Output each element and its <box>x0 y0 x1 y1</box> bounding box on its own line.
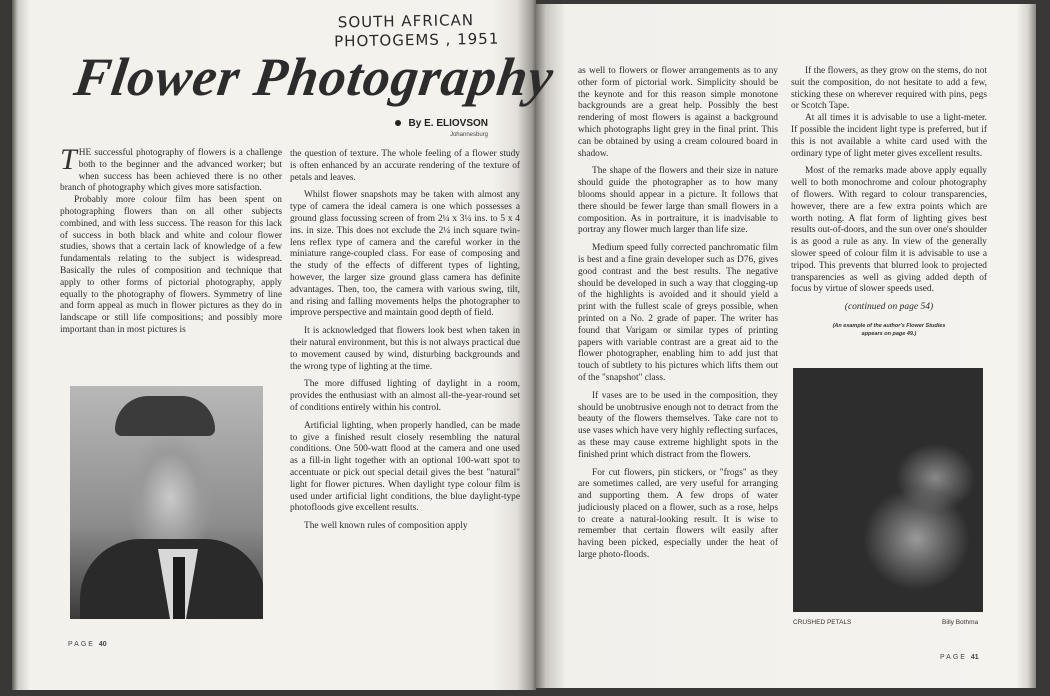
paragraph: The shape of the flowers and their size in nature should guide the photographer as to how many blooms should appear in a picture. It follows that there should be fewer large than small flowers in a composition. As in portraiture, it is inadvisable to portray any flower much larger than life size. <box>578 166 778 236</box>
continued-note: (continued on page 54) <box>844 302 934 313</box>
author-name: By E. ELIOVSON <box>408 118 488 129</box>
paragraph: Most of the remarks made above apply equally well to both monochrome and colour photography of flowers. With regard to colour transparencies, however, there are a few extra points which are worth noting. A flat form of lighting gives best results out-of-doors, and the sun over one's shoulder is as good a rule as any. In view of the generally slower speed of colour film it is advisable to use a tripod. This prevents that blurred look to projected transparencies as well as giving added depth of focus by virtue of slower speeds used. <box>791 166 987 295</box>
drop-cap: T <box>60 143 77 176</box>
paragraph: For cut flowers, pin stickers, or "frogs" as they are sometimes called, are very useful for arranging and supporting them. A few drops of water judiciously placed on a flower, such as a rose, helps to create a natural-looking result. It is wise to remember that certain flowers wilt easily after having been picked, especially under the heat of large photo-floods. <box>578 467 778 561</box>
paragraph: Probably more colour film has been spent on photographing flowers than on all other subjects combined, and with less success. The reason for this lack of success in both black and white and colour flower studies, shows that a certain lack of knowledge of a few fundamentals relating to the subject is widespread. Basically the rules of composition and technique that apply to other forms of pictorial photography, apply equally to the photography of flowers. Symmetry of line and form appeal as much in flower pictures as they do in landscape or still life compositions; and possibly more important than in most pictures is <box>60 195 282 335</box>
column-2 <box>290 149 520 533</box>
column-3 <box>578 66 778 562</box>
paragraph: If vases are to be used in the composition, they should be unobtrusive enough not to detract from the beauty of the flowers themselves. Take care not to use vases which have very highly reflecting surfaces, as these may cause extreme highlight spots in the finished print which distract from the flowers. <box>578 390 778 460</box>
author-location: Johannesburg <box>449 132 488 138</box>
photo-credit: Billy Bothma <box>942 619 979 626</box>
photo-caption: CRUSHED PETALS <box>793 619 852 626</box>
handwritten-line-1: SOUTH AFRICAN <box>337 11 475 32</box>
paragraph: Artificial lighting, when properly handled, can be made to give a finished result closely resembling the natural conditions. One 500-watt flood at the camera and one used as a fill-in light together with an optional 100-watt spot to accentuate or pick out special detail gives the best "natural" light for flower pictures. When daylight type colour film is used under artificial light conditions, the blue daylight-type photofloods give excellent results. <box>290 420 520 514</box>
paragraph: If the flowers, as they grow on the stems, do not suit the composition, do not hesitate to add a few, sticking these on wherever required with pins, pegs or Scotch Tape. <box>791 66 987 112</box>
paragraph: as well to flowers or flower arrangements as to any other form of pictorial work. Simplicity should be the keynote and for this reason simple monotone backgrounds are a great help. Possibly the best rendering of most flowers is against a background which photographs light grey in the final print. This can be obtained by using a cream coloured board in shadow. <box>578 66 778 159</box>
portrait-tie <box>173 557 185 619</box>
paragraph: Whilst flower snapshots may be taken with almost any type of camera the ideal camera is one which possesses a ground glass focussing screen of from 2¼ x 3¼ ins. to 5 x 4 ins. in size. This does not exclude the 2¼ inch square twin-lens reflex type of camera and the careful worker in the miniature range-coupled class. For ease of composing and the study of the effects of different types of lighting, however, the larger size ground glass camera has definite advantages. Then, too, the camera with various swing, tilt, and rising and falling movements helps the photographer to improve perspective and maintain good depth of field. <box>290 190 520 319</box>
author-note: (An example of the author's Flower Studies appears on page 49.) <box>832 322 946 337</box>
byline <box>300 118 488 129</box>
author-portrait-photo <box>70 386 263 619</box>
paragraph: Medium speed fully corrected panchromatic film is best and a fine grain developer such as D76, gives good contrast and the best results. The negative should be developed in such a way that clogging-up of the highlights is avoided and it should yield a print with the fullest scale of greys possible, when printed on a No. 2 grade of paper. The writer has found that Varigam or similar types of printing papers with variable contrast are a great aid to the flower photographer, enabling him to add just that touch of subtlety to his pictures which lifts them out of the "snapshot" class. <box>578 243 778 383</box>
paragraph: At all times it is advisable to use a light-meter. If possible the incident light type is preferred, but if this is not available a white card used with the ordinary type of light meter gives excellent results. <box>791 113 987 159</box>
page-number-right: PAGE 41 <box>940 654 979 661</box>
page-number-left: PAGE 40 <box>68 641 107 648</box>
paragraph: THE successful photography of flowers is a challenge both to the beginner and the advanced worker; but when success has been achieved there is no other branch of photography which gives more satisfaction. <box>60 143 282 194</box>
handwritten-line-2: PHOTOGEMS , 1951 <box>334 29 500 51</box>
crushed-petals-photo <box>793 368 983 612</box>
paragraph: It is acknowledged that flowers look best when taken in their natural environment, but this is not always practical due to movement caused by wind, disturbing backgrounds and the wrong type of lighting at the time. <box>290 326 520 372</box>
paragraph: The well known rules of composition apply <box>304 521 468 532</box>
portrait-hair <box>115 396 215 436</box>
column-1 <box>60 143 282 337</box>
paragraph: the question of texture. The whole feeling of a flower study is often enhanced by an accurate rendering of the texture of petals and leaves. <box>290 149 520 183</box>
article-title: Flower Photography <box>70 47 558 107</box>
bullet-icon <box>395 120 401 126</box>
paragraph: The more diffused lighting of daylight in a room, provides the enthusiast with an almost all-the-year-round set of conditions entirely within his control. <box>290 379 520 413</box>
column-4 <box>791 66 987 338</box>
